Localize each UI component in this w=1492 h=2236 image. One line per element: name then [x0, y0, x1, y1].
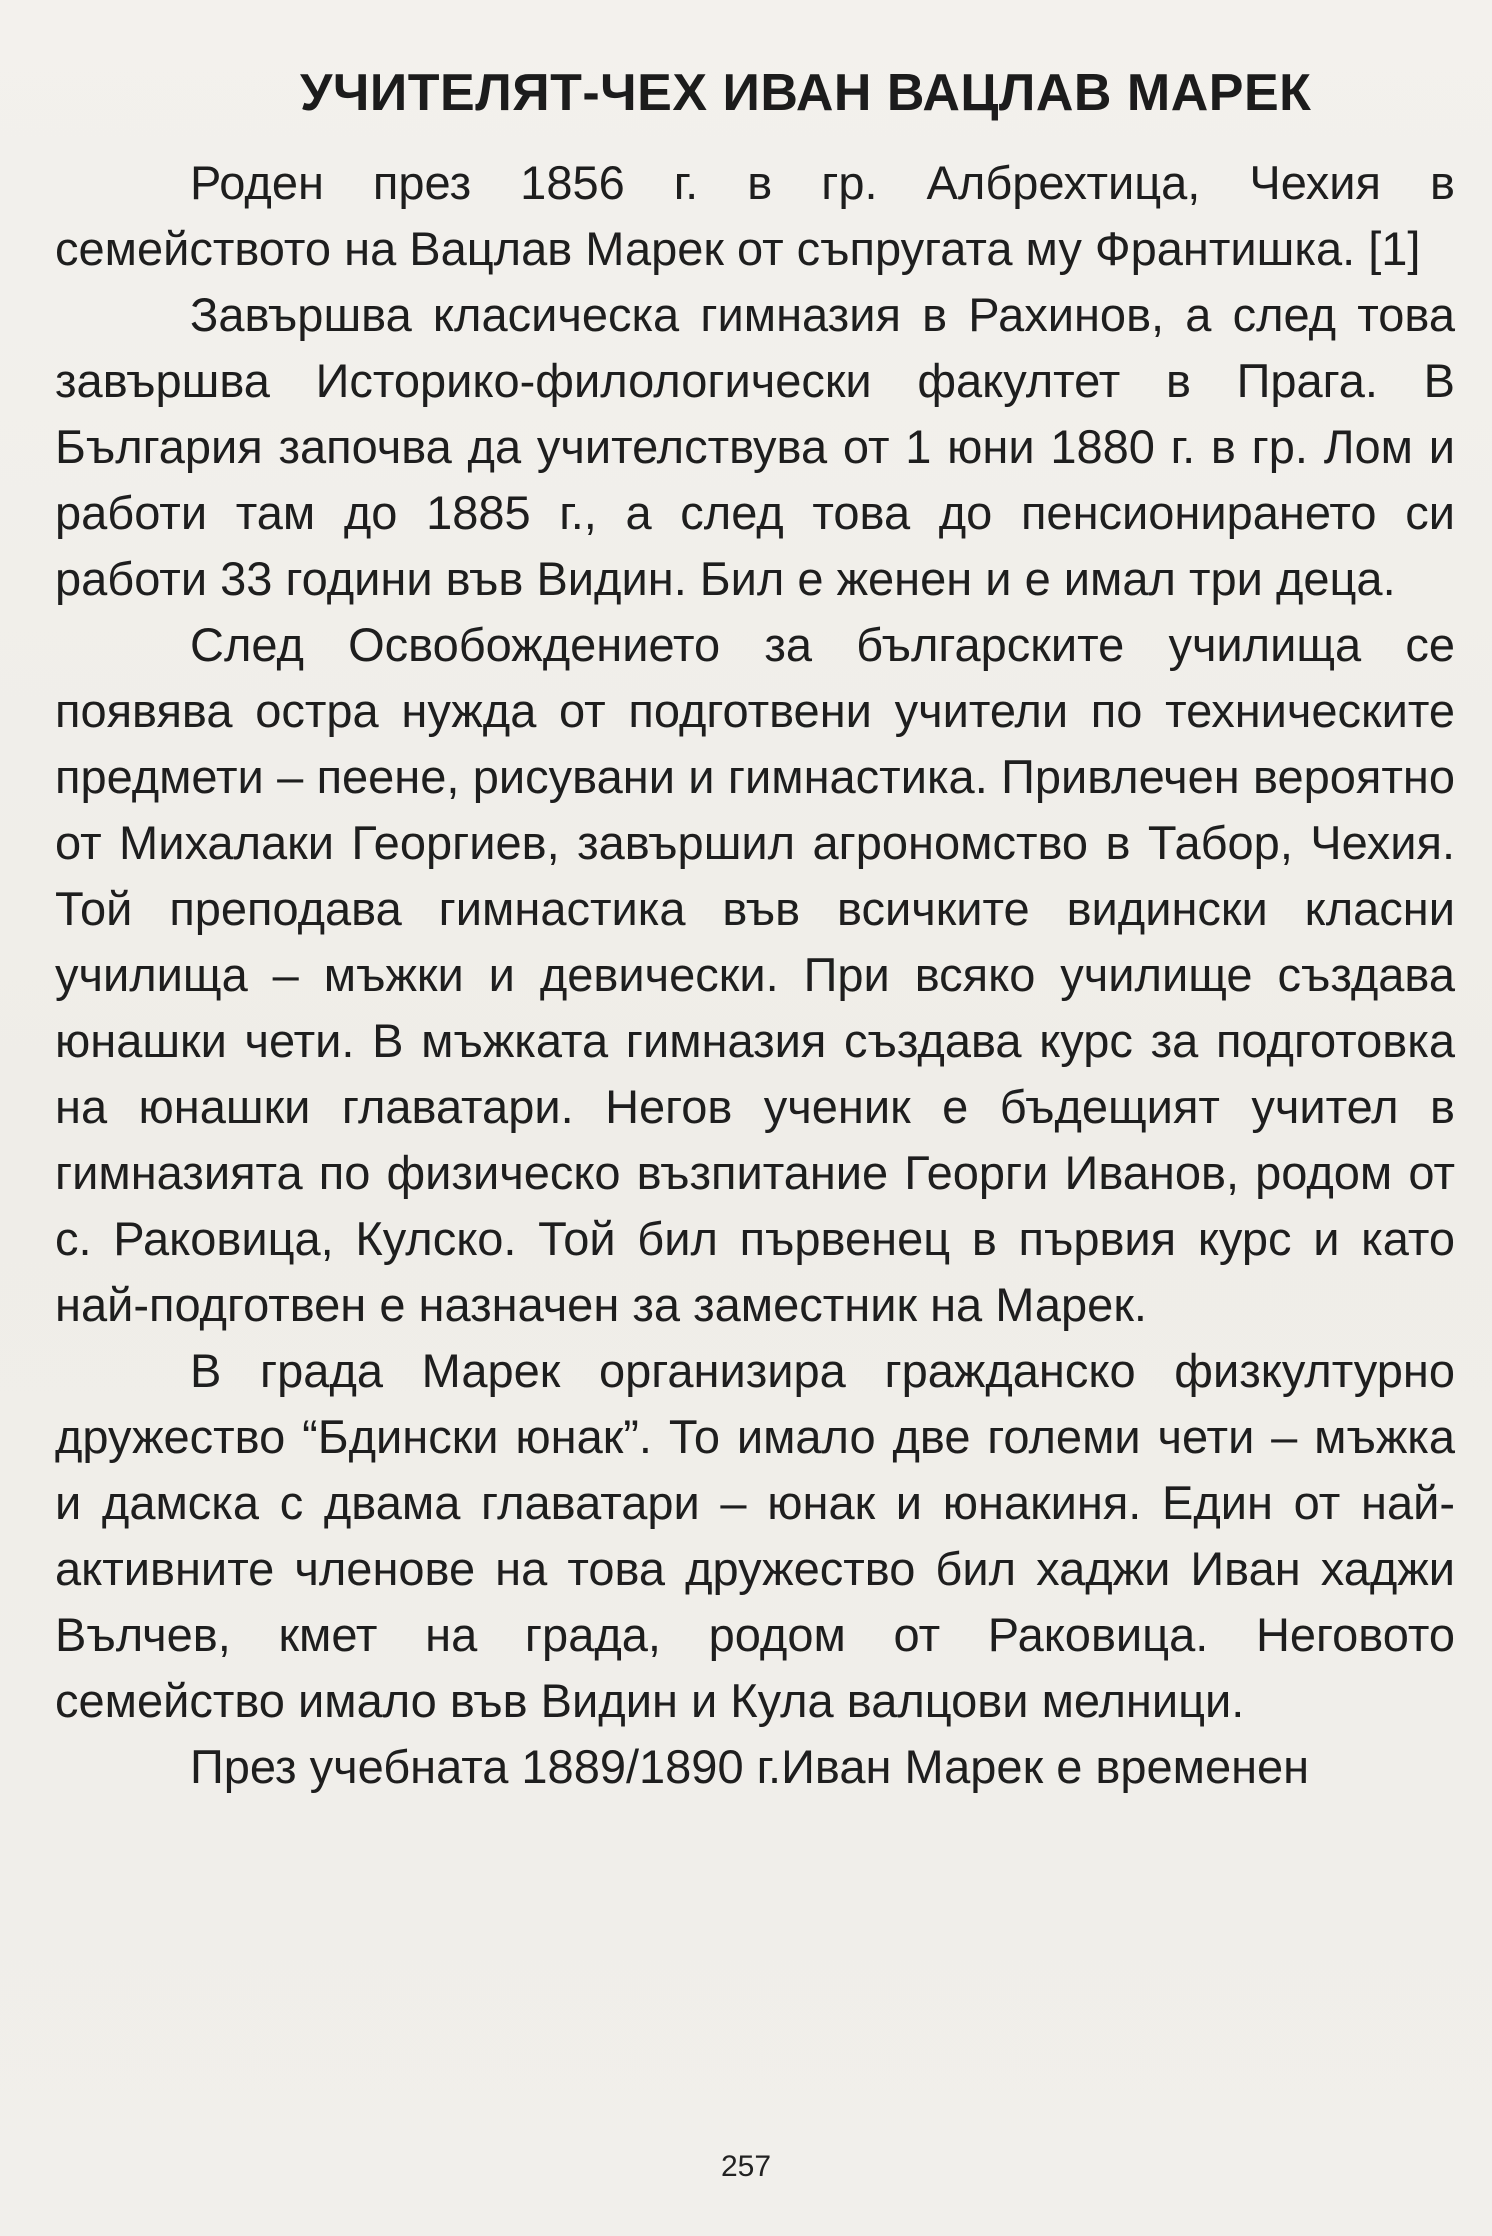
page-number: 257: [720, 2150, 772, 2183]
paragraph-teaching: След Освобождението за българските училища се появява остра нужда от подготвени учители по техническите предмети – пеене, рисувани и гимнастика. Привлечен вероятно от Михалаки Георгиев, завършил агрономство в Табор, Чехия. Той преподава гимнастика във всичките видински класни училища – мъжки и девически. При всяко училище създава юнашки чети. В мъжката гимназия създава курс за подготовка на юнашки главатари. Негов ученик е бъдещият учител в гимназията по физическо възпитание Георги Иванов, родом от с. Раковица, Кулско. Той бил първенец в първия курс и като най-подготвен е назначен за заместник на Марек.: [55, 618, 1455, 1331]
paragraph-birth: Роден през 1856 г. в гр. Албрехтица, Чехия в семейството на Вацлав Марек от съпругата му Франтишка. [1]: [55, 156, 1455, 275]
chapter-title: УЧИТЕЛЯТ-ЧЕХ ИВАН ВАЦЛАВ МАРЕК: [300, 63, 1312, 122]
body-text: [55, 150, 1455, 1800]
paragraph-1889: През учебната 1889/1890 г.Иван Марек е временен: [190, 1740, 1310, 1793]
paragraph-society: В града Марек организира гражданско физкултурно дружество “Бдински юнак”. То имало две големи чети – мъжка и дамска с двама главатари – юнак и юнакиня. Един от най-активните членове на това дружество бил хаджи Иван хаджи Вълчев, кмет на града, родом от Раковица. Неговото семейство имало във Видин и Кула валцови мелници.: [55, 1344, 1455, 1727]
paragraph-education: Завършва класическа гимназия в Рахинов, а след това завършва Историко-филологически факултет в Прага. В България започва да учителствува от 1 юни 1880 г. в гр. Лом и работи там до 1885 г., а след това до пенсионирането си работи 33 години във Видин. Бил е женен и е имал три деца.: [55, 288, 1455, 605]
